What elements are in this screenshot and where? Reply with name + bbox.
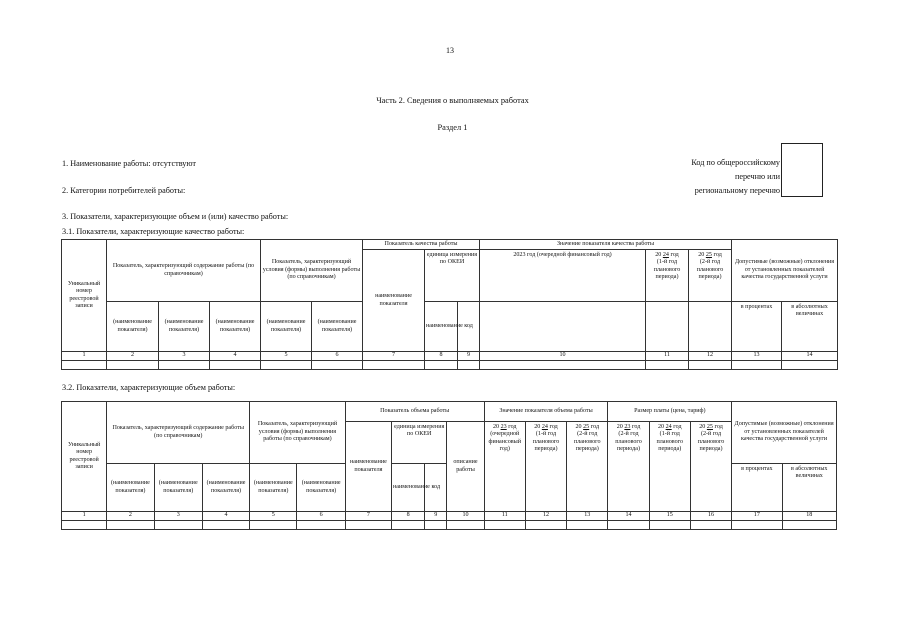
column-number: 14 bbox=[782, 352, 838, 361]
data-cell[interactable] bbox=[154, 521, 202, 530]
conditions-name-1: (наименование показателя) bbox=[261, 302, 312, 352]
year-2025-header bbox=[689, 250, 732, 302]
column-number: 1 bbox=[62, 352, 107, 361]
volume-value-header: Значение показателя объема работы bbox=[484, 402, 608, 422]
data-cell[interactable] bbox=[782, 361, 838, 370]
conditions-name-1: (наименование показателя) bbox=[250, 464, 297, 512]
conditions-name-2: (наименование показателя) bbox=[312, 302, 363, 352]
column-number: 12 bbox=[689, 352, 732, 361]
unique-number-header: Уникальный номер реестровой записи bbox=[62, 240, 107, 352]
data-cell[interactable] bbox=[107, 521, 154, 530]
year-prefix: 20 bbox=[492, 424, 500, 430]
data-cell[interactable] bbox=[484, 521, 525, 530]
naming-indicator-header: наименование показателя bbox=[345, 422, 391, 512]
content-name-1: (наименование показателя) bbox=[107, 464, 154, 512]
volume-year-2025-header bbox=[567, 422, 608, 512]
volume-year-2023-header bbox=[484, 422, 525, 512]
year-prefix: 20 bbox=[698, 252, 705, 258]
data-cell[interactable] bbox=[646, 361, 689, 370]
year-suffix: 24 bbox=[665, 424, 672, 430]
value-empty-cell bbox=[689, 302, 732, 352]
deviations-header: Допустимые (возможные) отклонения от установленных показателей качества государственной услуги bbox=[732, 402, 837, 464]
column-number: 5 bbox=[250, 512, 297, 521]
column-number: 17 bbox=[732, 512, 782, 521]
year-prefix: 20 bbox=[616, 424, 623, 430]
value-empty-cell bbox=[480, 302, 646, 352]
okei-code-header: код bbox=[458, 302, 480, 352]
column-number: 14 bbox=[608, 512, 649, 521]
data-cell[interactable] bbox=[392, 521, 425, 530]
data-cell[interactable] bbox=[525, 521, 566, 530]
second-planned-label: (2-й год планового периода) bbox=[697, 431, 725, 453]
conditions-indicator-header: Показатель, характеризующий условия (формы) выполнения работы (по справочникам) bbox=[250, 402, 346, 464]
content-name-2: (наименование показателя) bbox=[154, 464, 202, 512]
column-number: 12 bbox=[525, 512, 566, 521]
second-planned-label: (2-й год планового периода) bbox=[573, 431, 601, 453]
categories-line: 2. Категории потребителей работы: bbox=[62, 186, 186, 195]
code-label bbox=[640, 156, 780, 198]
data-cell[interactable] bbox=[345, 521, 391, 530]
column-number: 15 bbox=[649, 512, 690, 521]
column-number: 1 bbox=[62, 512, 107, 521]
column-number: 3 bbox=[159, 352, 210, 361]
content-indicator-header: Показатель, характеризующий содержание работы (по справочникам) bbox=[107, 402, 250, 464]
naming-indicator-header: наименование показателя bbox=[363, 250, 425, 352]
percent-header: в процентах bbox=[732, 302, 782, 352]
volume-year-2024-header bbox=[525, 422, 566, 512]
column-number: 7 bbox=[345, 512, 391, 521]
data-cell[interactable] bbox=[649, 521, 690, 530]
year-suffix: 25 bbox=[583, 424, 590, 430]
current-year-label: (очередной финансовый год) bbox=[488, 431, 521, 453]
percent-header: в процентах bbox=[732, 464, 782, 512]
first-planned-label: (1-й год планового периода) bbox=[653, 259, 681, 281]
column-number: 18 bbox=[782, 512, 837, 521]
column-number: 11 bbox=[646, 352, 689, 361]
year-suffix: 24 bbox=[662, 252, 669, 258]
data-cell[interactable] bbox=[425, 521, 447, 530]
year-word: год bbox=[670, 252, 679, 258]
value-empty-cell bbox=[646, 302, 689, 352]
column-number: 13 bbox=[732, 352, 782, 361]
column-number: 8 bbox=[425, 352, 458, 361]
indicators-heading: 3. Показатели, характеризующие объем и (или) качество работы: bbox=[62, 212, 289, 221]
column-number: 16 bbox=[690, 512, 731, 521]
first-planned-label: (1-й год планового периода) bbox=[532, 431, 560, 453]
data-cell[interactable] bbox=[297, 521, 345, 530]
data-cell[interactable] bbox=[447, 521, 484, 530]
quality-value-header: Значение показателя качества работы bbox=[480, 240, 732, 250]
quality-indicator-header: Показатель качества работы bbox=[363, 240, 480, 250]
page-number: 13 bbox=[446, 46, 454, 55]
deviations-header: Допустимые (возможные) отклонения от установленных показателей качества государственной услуги bbox=[732, 240, 838, 302]
content-indicator-header: Показатель, характеризующий содержание работы (по справочникам) bbox=[107, 240, 261, 302]
payment-year-2023-header bbox=[608, 422, 649, 512]
year-word: год bbox=[590, 424, 600, 430]
year-word: год bbox=[714, 424, 723, 430]
column-number: 6 bbox=[297, 512, 345, 521]
year-2024-header bbox=[646, 250, 689, 302]
volume-heading: 3.2. Показатели, характеризующие объем работы: bbox=[62, 383, 236, 392]
content-name-2: (наименование показателя) bbox=[159, 302, 210, 352]
year-prefix: 20 bbox=[534, 424, 541, 430]
work-name-line: 1. Наименование работы: отсутствуют bbox=[62, 159, 196, 168]
column-number: 9 bbox=[458, 352, 480, 361]
okei-code-header: код bbox=[425, 464, 447, 512]
column-number: 9 bbox=[425, 512, 447, 521]
data-cell[interactable] bbox=[732, 521, 782, 530]
data-cell[interactable] bbox=[107, 361, 159, 370]
column-number: 11 bbox=[484, 512, 525, 521]
column-number: 5 bbox=[261, 352, 312, 361]
data-cell[interactable] bbox=[425, 361, 458, 370]
data-cell[interactable] bbox=[261, 361, 312, 370]
data-cell[interactable] bbox=[732, 361, 782, 370]
second-planned-label: (2-й год планового периода) bbox=[615, 431, 642, 453]
code-input-box[interactable] bbox=[781, 143, 823, 197]
volume-indicator-header: Показатель объема работы bbox=[345, 402, 484, 422]
year-word: год bbox=[549, 424, 558, 430]
code-label-line-3: региональному перечню bbox=[694, 186, 780, 195]
column-number: 2 bbox=[107, 512, 154, 521]
content-name-3: (наименование показателя) bbox=[210, 302, 261, 352]
absolute-header: в абсолютных величинах bbox=[782, 302, 838, 352]
absolute-header: в абсолютных величинах bbox=[782, 464, 837, 512]
data-cell[interactable] bbox=[689, 361, 732, 370]
data-cell[interactable] bbox=[312, 361, 363, 370]
column-number: 8 bbox=[392, 512, 425, 521]
code-label-line-1: Код по общероссийскому bbox=[691, 158, 780, 167]
second-planned-label: (2-й год планового периода) bbox=[696, 259, 724, 281]
column-number: 10 bbox=[447, 512, 484, 521]
year-suffix: 25 bbox=[706, 424, 713, 430]
work-description-header: описание работы bbox=[447, 422, 484, 512]
column-number: 3 bbox=[154, 512, 202, 521]
conditions-name-2: (наименование показателя) bbox=[297, 464, 345, 512]
year-prefix: 20 bbox=[575, 424, 582, 430]
year-suffix: 23 bbox=[500, 424, 507, 430]
year-prefix: 20 bbox=[655, 252, 662, 258]
column-number: 2 bbox=[107, 352, 159, 361]
data-cell[interactable] bbox=[690, 521, 731, 530]
year-suffix: 25 bbox=[705, 252, 712, 258]
year-prefix: 20 bbox=[657, 424, 665, 430]
section-title: Раздел 1 bbox=[437, 123, 468, 132]
data-cell[interactable] bbox=[62, 361, 107, 370]
quality-table bbox=[61, 239, 838, 370]
data-cell[interactable] bbox=[608, 521, 649, 530]
quality-heading: 3.1. Показатели, характеризующие качество работы: bbox=[62, 227, 245, 236]
content-name-1: (наименование показателя) bbox=[107, 302, 159, 352]
code-label-line-2: перечню или bbox=[734, 172, 780, 181]
data-cell[interactable] bbox=[250, 521, 297, 530]
data-cell[interactable] bbox=[567, 521, 608, 530]
year-suffix: 23 bbox=[624, 424, 631, 430]
first-planned-label: (1-й год планового периода) bbox=[656, 431, 684, 453]
column-number: 4 bbox=[210, 352, 261, 361]
data-cell[interactable] bbox=[202, 521, 249, 530]
year-word: год bbox=[673, 424, 682, 430]
column-number: 7 bbox=[363, 352, 425, 361]
data-cell[interactable] bbox=[363, 361, 425, 370]
data-cell[interactable] bbox=[159, 361, 210, 370]
column-number: 13 bbox=[567, 512, 608, 521]
column-number: 4 bbox=[202, 512, 249, 521]
year-word: год bbox=[631, 424, 641, 430]
part-title: Часть 2. Сведения о выполняемых работах bbox=[376, 96, 529, 105]
data-cell[interactable] bbox=[458, 361, 480, 370]
column-number: 6 bbox=[312, 352, 363, 361]
year-prefix: 20 bbox=[699, 424, 706, 430]
data-cell[interactable] bbox=[210, 361, 261, 370]
conditions-indicator-header: Показатель, характеризующий условия (формы) выполнения работы (по справочникам) bbox=[261, 240, 363, 302]
payment-year-2025-header bbox=[690, 422, 731, 512]
unique-number-header: Уникальный номер реестровой записи bbox=[62, 402, 107, 512]
year-2023-header: 2023 год (очередной финансовый год) bbox=[480, 250, 646, 302]
content-name-3: (наименование показателя) bbox=[202, 464, 249, 512]
okei-name-header: наименование bbox=[392, 464, 425, 512]
data-cell[interactable] bbox=[480, 361, 646, 370]
volume-table bbox=[61, 401, 837, 530]
payment-header: Размер платы (цена, тариф) bbox=[608, 402, 732, 422]
data-cell[interactable] bbox=[782, 521, 837, 530]
year-suffix: 24 bbox=[541, 424, 548, 430]
data-cell[interactable] bbox=[62, 521, 107, 530]
column-number: 10 bbox=[480, 352, 646, 361]
payment-year-2024-header bbox=[649, 422, 690, 512]
unit-okei-header: единица измерения по ОКЕИ bbox=[425, 250, 480, 302]
year-word: год bbox=[508, 424, 517, 430]
year-word: год bbox=[713, 252, 722, 258]
okei-name-header: наименование bbox=[425, 302, 458, 352]
unit-okei-header: единица измерения по ОКЕИ bbox=[392, 422, 447, 464]
